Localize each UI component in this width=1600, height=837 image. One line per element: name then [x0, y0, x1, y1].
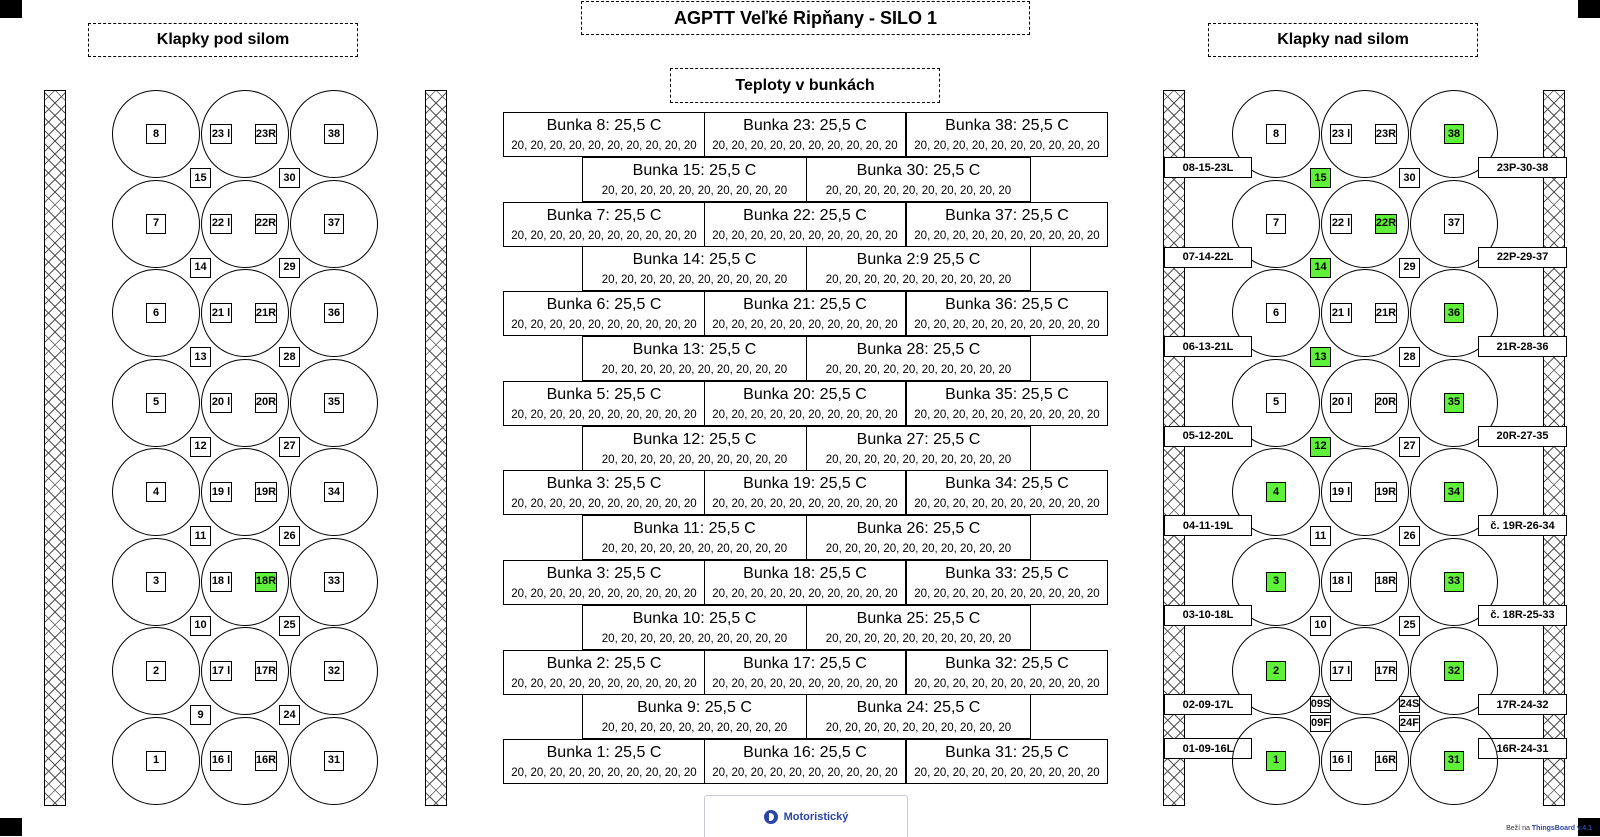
bunka-cell[interactable]: [503, 560, 705, 605]
corner-mark-top-left: [0, 0, 22, 18]
right_silo-flap-11[interactable]: 11: [1310, 526, 1331, 546]
bunka-title: Bunka 8: 25,5 C: [546, 117, 662, 134]
left_silo-flap-28[interactable]: 28: [279, 347, 300, 367]
bunka-title: Bunka 12: 25,5 C: [632, 430, 757, 448]
bunka-title: Bunka 2: 25,5 C: [546, 654, 662, 672]
corner-mark-bottom-left: [0, 818, 22, 836]
bunka-title: Bunka 6: 25,5 C: [546, 296, 662, 314]
bunka-cell[interactable]: [582, 426, 807, 471]
bunka-values: 20, 20, 20, 20, 20, 20, 20, 20, 20, 20: [825, 453, 1012, 466]
left_silo-flap-7[interactable]: 7: [146, 214, 166, 234]
left_silo-flap-20r[interactable]: 20R: [255, 393, 277, 413]
page-title: AGPTT Veľké Ripňany - SILO 1: [581, 1, 1030, 35]
right_silo-flap-14[interactable]: 14: [1310, 258, 1331, 278]
bunka-cell[interactable]: [503, 381, 705, 426]
right_silo-flap-35[interactable]: 35: [1444, 393, 1464, 413]
right_silo-flap-4[interactable]: 4: [1266, 482, 1286, 502]
left_silo-flap-33[interactable]: 33: [324, 572, 344, 592]
header-center: Teploty v bunkách: [670, 68, 940, 103]
bunka-cell[interactable]: [503, 650, 705, 695]
bunka-values: 20, 20, 20, 20, 20, 20, 20, 20, 20, 20: [712, 588, 898, 600]
bunka-title: Bunka 3: 25,5 C: [546, 565, 662, 582]
left_silo-flap-37[interactable]: 37: [324, 214, 344, 234]
bunka-values: 20, 20, 20, 20, 20, 20, 20, 20, 20, 20: [511, 498, 697, 511]
bunka-title: Bunka 22: 25,5 C: [743, 206, 867, 224]
header-left: Klapky pod silom: [88, 23, 358, 57]
bunka-values: 20, 20, 20, 20, 20, 20, 20, 20, 20, 20: [601, 632, 788, 645]
bunka-values: 20, 20, 20, 20, 20, 20, 20, 20, 20, 20: [511, 677, 697, 690]
brand-logo-icon: [764, 810, 778, 824]
bunka-values: 20, 20, 20, 20, 20, 20, 20, 20, 20, 20: [511, 319, 697, 332]
left_silo-flap-29[interactable]: 29: [279, 258, 300, 278]
bunka-title: Bunka 34: 25,5 C: [945, 475, 1069, 493]
bunka-values: 20, 20, 20, 20, 20, 20, 20, 20, 20, 20: [914, 498, 1100, 511]
right_silo-flap-8[interactable]: 8: [1266, 124, 1286, 144]
bunka-cell[interactable]: [582, 515, 807, 560]
bunka-title: Bunka 35: 25,5 C: [945, 385, 1069, 403]
bunka-values: 20, 20, 20, 20, 20, 20, 20, 20, 20, 20: [712, 140, 898, 152]
right_silo-flap-5[interactable]: 5: [1266, 393, 1286, 413]
bunka-cell[interactable]: [806, 157, 1031, 202]
right_silo-label-23p-30-38[interactable]: 23P-30-38: [1478, 157, 1567, 178]
right_silo-flap-26[interactable]: 26: [1399, 526, 1420, 546]
bunka-title: Bunka 15: 25,5 C: [632, 161, 757, 179]
right_silo-flap-23-l[interactable]: 23 l: [1330, 124, 1352, 144]
corner-mark-top-right: [1578, 0, 1600, 18]
bunka-title: Bunka 2:9 25,5 C: [856, 251, 981, 269]
bunka-title: Bunka 21: 25,5 C: [743, 296, 867, 314]
powered-by: [1506, 825, 1592, 832]
right_silo-flap-20-l[interactable]: 20 l: [1330, 393, 1352, 413]
right_silo-label-03-10-18l[interactable]: 03-10-18L: [1164, 605, 1252, 626]
bunka-title: Bunka 10: 25,5 C: [632, 609, 757, 627]
left_silo-flap-27[interactable]: 27: [279, 437, 300, 457]
right_silo-flap-23r[interactable]: 23R: [1375, 124, 1397, 144]
left_silo-flap-18r[interactable]: 18R: [255, 572, 277, 592]
bunka-values: 20, 20, 20, 20, 20, 20, 20, 20, 20, 20: [712, 229, 898, 242]
bunka-title: Bunka 32: 25,5 C: [945, 654, 1069, 672]
left_silo-flap-22-l[interactable]: 22 l: [210, 214, 232, 234]
right_silo-flap-09f[interactable]: 09F: [1310, 715, 1331, 732]
bunka-values: 20, 20, 20, 20, 20, 20, 20, 20, 20, 20: [914, 319, 1100, 332]
right_silo-flap-18-l[interactable]: 18 l: [1330, 572, 1352, 592]
bunka-cell[interactable]: [704, 470, 906, 515]
right_silo-flap-24s[interactable]: 24S: [1399, 696, 1420, 713]
bunka-cell[interactable]: [582, 336, 807, 381]
right_silo-flap-36[interactable]: 36: [1444, 303, 1464, 323]
right_silo-flap-7[interactable]: 7: [1266, 214, 1286, 234]
bunka-cell[interactable]: [582, 246, 807, 291]
right_silo-flap-17r[interactable]: 17R: [1375, 661, 1397, 681]
right_silo-flap-10[interactable]: 10: [1310, 616, 1331, 636]
left_silo-flap-19-l[interactable]: 19 l: [210, 482, 232, 502]
bunka-title: Bunka 3: 25,5 C: [546, 475, 662, 493]
bunka-title: Bunka 13: 25,5 C: [632, 341, 757, 358]
bunka-cell[interactable]: [806, 426, 1031, 471]
motoristicky-button[interactable]: [704, 795, 908, 837]
right_silo-label-20r-27-35[interactable]: 20R-27-35: [1478, 426, 1567, 447]
bunka-cell[interactable]: [906, 202, 1108, 247]
left_silo-flap-34[interactable]: 34: [324, 482, 344, 502]
left_silo-flap-9[interactable]: 9: [190, 705, 211, 725]
bunka-values: 20, 20, 20, 20, 20, 20, 20, 20, 20, 20: [511, 140, 697, 152]
left_silo-flap-1[interactable]: 1: [146, 751, 166, 771]
left-wall-outer: [44, 90, 66, 806]
left_silo-flap-14[interactable]: 14: [190, 258, 211, 278]
left_silo-flap-24[interactable]: 24: [279, 705, 300, 725]
left_silo-flap-5[interactable]: 5: [146, 393, 166, 413]
left_silo-flap-16r[interactable]: 16R: [255, 751, 277, 771]
bunka-values: 20, 20, 20, 20, 20, 20, 20, 20, 20, 20: [712, 408, 898, 421]
left_silo-flap-25[interactable]: 25: [279, 616, 300, 636]
bunka-values: 20, 20, 20, 20, 20, 20, 20, 20, 20, 20: [511, 229, 697, 242]
bunka-cell[interactable]: [704, 112, 906, 157]
bunka-title: Bunka 28: 25,5 C: [856, 341, 981, 358]
bunka-values: 20, 20, 20, 20, 20, 20, 20, 20, 20, 20: [825, 274, 1012, 287]
bunka-cell[interactable]: [503, 470, 705, 515]
left_silo-flap-18-l[interactable]: 18 l: [210, 572, 232, 592]
left_silo-flap-6[interactable]: 6: [146, 303, 166, 323]
bunka-title: Bunka 9: 25,5 C: [637, 699, 752, 717]
bunka-values: 20, 20, 20, 20, 20, 20, 20, 20, 20, 20: [601, 722, 788, 735]
bunka-title: Bunka 7: 25,5 C: [546, 206, 662, 224]
bunka-cell[interactable]: [906, 560, 1108, 605]
right_silo-label-22p-29-37[interactable]: 22P-29-37: [1478, 247, 1567, 268]
right_silo-flap-37[interactable]: 37: [1444, 214, 1464, 234]
bunka-values: 20, 20, 20, 20, 20, 20, 20, 20, 20, 20: [825, 543, 1012, 556]
right_silo-flap-12[interactable]: 12: [1310, 437, 1331, 457]
bunka-values: 20, 20, 20, 20, 20, 20, 20, 20, 20, 20: [511, 767, 697, 780]
bunka-cell[interactable]: [906, 291, 1108, 336]
bunka-values: 20, 20, 20, 20, 20, 20, 20, 20, 20, 20: [601, 543, 788, 556]
bunka-values: 20, 20, 20, 20, 20, 20, 20, 20, 20, 20: [712, 319, 898, 332]
left-wall-inner: [425, 90, 447, 806]
bunka-cell[interactable]: [906, 381, 1108, 426]
bunka-values: 20, 20, 20, 20, 20, 20, 20, 20, 20, 20: [511, 408, 697, 421]
right_silo-flap-16r[interactable]: 16R: [1375, 751, 1397, 771]
bunka-values: 20, 20, 20, 20, 20, 20, 20, 20, 20, 20: [825, 632, 1012, 645]
bunka-title: Bunka 38: 25,5 C: [945, 117, 1069, 134]
left_silo-flap-12[interactable]: 12: [190, 437, 211, 457]
bunka-title: Bunka 17: 25,5 C: [743, 654, 867, 672]
left_silo-flap-30[interactable]: 30: [279, 168, 300, 188]
bunka-title: Bunka 1: 25,5 C: [546, 744, 662, 762]
right_silo-flap-24f[interactable]: 24F: [1399, 715, 1420, 732]
bunka-title: Bunka 26: 25,5 C: [856, 520, 981, 538]
left_silo-flap-4[interactable]: 4: [146, 482, 166, 502]
right_silo-flap-21r[interactable]: 21R: [1375, 303, 1397, 323]
bunka-values: 20, 20, 20, 20, 20, 20, 20, 20, 20, 20: [914, 677, 1100, 690]
bunka-title: Bunka 5: 25,5 C: [546, 385, 662, 403]
left_silo-flap-21-l[interactable]: 21 l: [210, 303, 232, 323]
right_silo-label-c-19r-26-34[interactable]: č. 19R-26-34: [1478, 515, 1567, 536]
bunka-values: 20, 20, 20, 20, 20, 20, 20, 20, 20, 20: [712, 767, 898, 780]
bunka-values: 20, 20, 20, 20, 20, 20, 20, 20, 20, 20: [914, 140, 1100, 152]
bunka-title: Bunka 25: 25,5 C: [856, 609, 981, 627]
bunka-title: Bunka 11: 25,5 C: [633, 520, 756, 538]
bunka-cell[interactable]: [704, 650, 906, 695]
bunka-values: 20, 20, 20, 20, 20, 20, 20, 20, 20, 20: [825, 364, 1012, 376]
bunka-cell[interactable]: [582, 157, 807, 202]
bunka-cell[interactable]: [704, 739, 906, 784]
right_silo-flap-38[interactable]: 38: [1444, 124, 1464, 144]
left_silo-flap-17-l[interactable]: 17 l: [210, 661, 232, 681]
right_silo-flap-6[interactable]: 6: [1266, 303, 1286, 323]
left_silo-flap-2[interactable]: 2: [146, 661, 166, 681]
right_silo-flap-28[interactable]: 28: [1399, 347, 1420, 367]
bunka-title: Bunka 14: 25,5 C: [632, 251, 757, 269]
left_silo-flap-8[interactable]: 8: [146, 124, 166, 144]
bunka-values: 20, 20, 20, 20, 20, 20, 20, 20, 20, 20: [601, 274, 788, 287]
right_silo-flap-27[interactable]: 27: [1399, 437, 1420, 457]
bunka-values: 20, 20, 20, 20, 20, 20, 20, 20, 20, 20: [825, 184, 1012, 197]
left_silo-flap-10[interactable]: 10: [190, 616, 211, 636]
bunka-values: 20, 20, 20, 20, 20, 20, 20, 20, 20, 20: [511, 588, 697, 600]
bunka-values: 20, 20, 20, 20, 20, 20, 20, 20, 20, 20: [825, 722, 1012, 735]
right_silo-label-06-13-21l[interactable]: 06-13-21L: [1164, 336, 1252, 357]
bunka-cell[interactable]: [906, 470, 1108, 515]
bunka-cell[interactable]: [704, 560, 906, 605]
bunka-cell[interactable]: [906, 650, 1108, 695]
right_silo-label-08-15-23l[interactable]: 08-15-23L: [1164, 157, 1252, 178]
right_silo-flap-33[interactable]: 33: [1444, 572, 1464, 592]
right_silo-flap-1[interactable]: 1: [1266, 751, 1286, 771]
bunka-cell[interactable]: [503, 112, 705, 157]
bunka-values: 20, 20, 20, 20, 20, 20, 20, 20, 20, 20: [601, 184, 788, 197]
left_silo-flap-20-l[interactable]: 20 l: [210, 393, 232, 413]
right_silo-label-c-18r-25-33[interactable]: č. 18R-25-33: [1478, 605, 1567, 626]
bunka-cell[interactable]: [806, 246, 1031, 291]
bunka-cell[interactable]: [906, 739, 1108, 784]
bunka-title: Bunka 16: 25,5 C: [743, 744, 867, 762]
right_silo-flap-16-l[interactable]: 16 l: [1330, 751, 1352, 771]
right_silo-flap-22-l[interactable]: 22 l: [1330, 214, 1352, 234]
right_silo-flap-18r[interactable]: 18R: [1375, 572, 1397, 592]
bunka-cell[interactable]: [906, 112, 1108, 157]
right_silo-label-07-14-22l[interactable]: 07-14-22L: [1164, 247, 1252, 268]
right_silo-label-02-09-17l[interactable]: 02-09-17L: [1164, 694, 1252, 715]
left_silo-flap-23-l[interactable]: 23 l: [210, 124, 232, 144]
left_silo-flap-19r[interactable]: 19R: [255, 482, 277, 502]
bunka-title: Bunka 19: 25,5 C: [743, 475, 867, 493]
right_silo-flap-2[interactable]: 2: [1266, 661, 1286, 681]
bunka-cell[interactable]: [806, 515, 1031, 560]
bunka-cell[interactable]: [704, 202, 906, 247]
bunka-title: Bunka 23: 25,5 C: [743, 117, 867, 134]
bunka-values: 20, 20, 20, 20, 20, 20, 20, 20, 20, 20: [601, 364, 788, 376]
bunka-cell[interactable]: [503, 739, 705, 784]
bunka-cell[interactable]: [806, 694, 1031, 739]
bunka-title: Bunka 30: 25,5 C: [856, 161, 981, 179]
bunka-values: 20, 20, 20, 20, 20, 20, 20, 20, 20, 20: [914, 408, 1100, 421]
right_silo-flap-31[interactable]: 31: [1444, 751, 1464, 771]
right_silo-flap-30[interactable]: 30: [1399, 168, 1420, 188]
left_silo-flap-26[interactable]: 26: [279, 526, 300, 546]
bunka-cell[interactable]: [806, 336, 1031, 381]
bunka-values: 20, 20, 20, 20, 20, 20, 20, 20, 20, 20: [712, 677, 898, 690]
right_silo-flap-22r[interactable]: 22R: [1375, 214, 1397, 234]
bunka-title: Bunka 33: 25,5 C: [945, 565, 1069, 582]
header-right: Klapky nad silom: [1208, 23, 1478, 57]
right_silo-flap-34[interactable]: 34: [1444, 482, 1464, 502]
bunka-cell[interactable]: [582, 694, 807, 739]
bunka-title: Bunka 18: 25,5 C: [743, 565, 867, 582]
right_silo-flap-09s[interactable]: 09S: [1310, 696, 1331, 713]
bunka-values: 20, 20, 20, 20, 20, 20, 20, 20, 20, 20: [914, 229, 1100, 242]
right_silo-label-16r-24-31[interactable]: 16R-24-31: [1478, 738, 1567, 759]
bunka-title: Bunka 31: 25,5 C: [945, 744, 1069, 762]
left_silo-flap-31[interactable]: 31: [324, 751, 344, 771]
left_silo-flap-36[interactable]: 36: [324, 303, 344, 323]
bunka-values: 20, 20, 20, 20, 20, 20, 20, 20, 20, 20: [914, 767, 1100, 780]
left_silo-flap-35[interactable]: 35: [324, 393, 344, 413]
left_silo-flap-16-l[interactable]: 16 l: [210, 751, 232, 771]
left_silo-flap-23r[interactable]: 23R: [255, 124, 277, 144]
bunka-cell[interactable]: [503, 202, 705, 247]
right_silo-label-05-12-20l[interactable]: 05-12-20L: [1164, 426, 1252, 447]
left_silo-flap-17r[interactable]: 17R: [255, 661, 277, 681]
bunka-values: 20, 20, 20, 20, 20, 20, 20, 20, 20, 20: [712, 498, 898, 511]
left_silo-flap-21r[interactable]: 21R: [255, 303, 277, 323]
left_silo-flap-11[interactable]: 11: [190, 526, 211, 546]
right_silo-flap-13[interactable]: 13: [1310, 347, 1331, 367]
bunka-title: Bunka 20: 25,5 C: [743, 385, 867, 403]
bunka-cell[interactable]: [582, 605, 807, 650]
bunka-values: 20, 20, 20, 20, 20, 20, 20, 20, 20, 20: [914, 588, 1100, 600]
right_silo-flap-29[interactable]: 29: [1399, 258, 1420, 278]
right_silo-flap-17-l[interactable]: 17 l: [1330, 661, 1352, 681]
left_silo-flap-32[interactable]: 32: [324, 661, 344, 681]
powered-prefix: Beží na: [1506, 825, 1530, 832]
right_silo-flap-15[interactable]: 15: [1310, 168, 1331, 188]
bunka-title: Bunka 37: 25,5 C: [945, 206, 1069, 224]
bunka-cell[interactable]: [704, 291, 906, 336]
right_silo-flap-25[interactable]: 25: [1399, 616, 1420, 636]
right_silo-flap-3[interactable]: 3: [1266, 572, 1286, 592]
right_silo-flap-32[interactable]: 32: [1444, 661, 1464, 681]
bunka-title: Bunka 36: 25,5 C: [945, 296, 1069, 314]
right_silo-flap-19-l[interactable]: 19 l: [1330, 482, 1352, 502]
right_silo-flap-21-l[interactable]: 21 l: [1330, 303, 1352, 323]
left_silo-flap-3[interactable]: 3: [146, 572, 166, 592]
left_silo-flap-22r[interactable]: 22R: [255, 214, 277, 234]
right_silo-flap-20r[interactable]: 20R: [1375, 393, 1397, 413]
left_silo-flap-38[interactable]: 38: [324, 124, 344, 144]
powered-brand-link[interactable]: ThingsBoard v.4.1: [1531, 825, 1592, 832]
right_silo-label-17r-24-32[interactable]: 17R-24-32: [1478, 694, 1567, 715]
bunka-title: Bunka 27: 25,5 C: [856, 430, 981, 448]
left_silo-flap-15[interactable]: 15: [190, 168, 211, 188]
bunka-title: Bunka 24: 25,5 C: [856, 699, 981, 717]
bunka-cell[interactable]: [704, 381, 906, 426]
bunka-cell[interactable]: [503, 291, 705, 336]
left_silo-flap-13[interactable]: 13: [190, 347, 211, 367]
right_silo-label-01-09-16l[interactable]: 01-09-16L: [1164, 738, 1252, 759]
bunka-cell[interactable]: [806, 605, 1031, 650]
right_silo-flap-19r[interactable]: 19R: [1375, 482, 1397, 502]
right_silo-label-04-11-19l[interactable]: 04-11-19L: [1164, 515, 1252, 536]
motoristicky-label: Motoristický: [783, 810, 849, 823]
right_silo-label-21r-28-36[interactable]: 21R-28-36: [1478, 336, 1567, 357]
bunka-values: 20, 20, 20, 20, 20, 20, 20, 20, 20, 20: [601, 453, 788, 466]
